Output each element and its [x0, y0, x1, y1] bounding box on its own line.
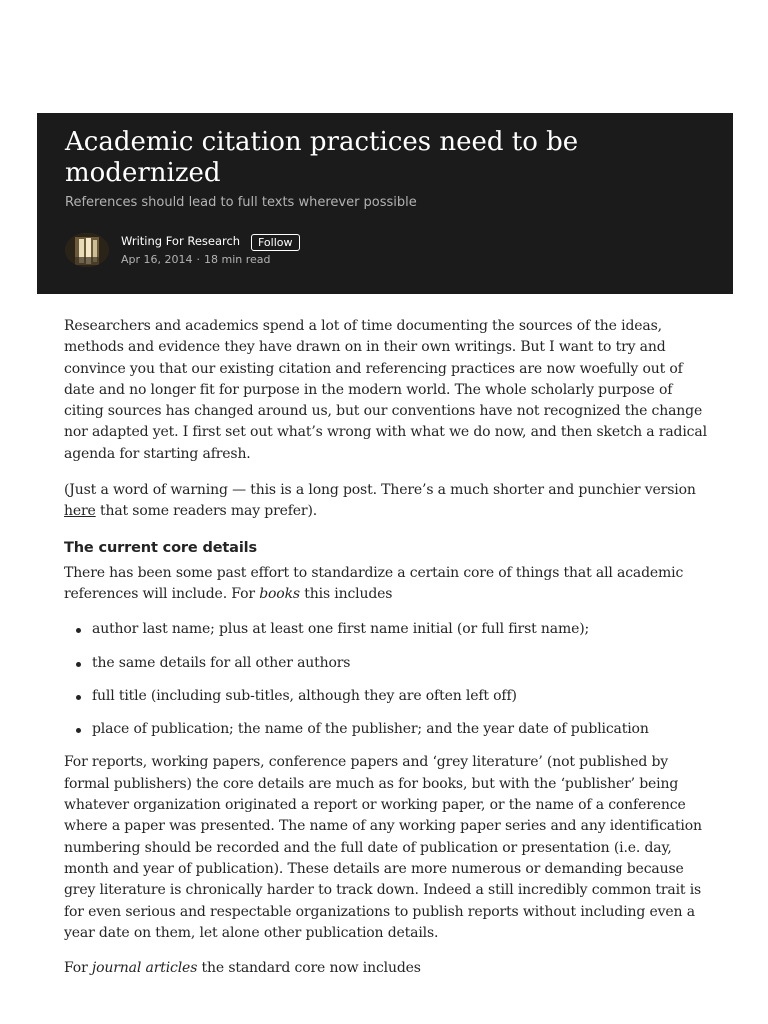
list-item: full title (including sub-titles, although they are often left off) [64, 686, 714, 707]
book-details-list [64, 619, 714, 740]
list-item: author last name; plus at least one first name initial (or full first name); [64, 619, 714, 640]
article-body [64, 316, 714, 979]
article-meta [121, 253, 271, 266]
avatar-image-icon [65, 233, 109, 267]
follow-button[interactable]: Follow [251, 234, 300, 251]
shorter-version-link[interactable]: here [64, 503, 96, 520]
paragraph-text: (Just a word of warning — this is a long post. There’s a much shorter and punchier version [64, 482, 696, 499]
paragraph-text: There has been some past effort to standardize a certain core of things that all academic references will include. For [64, 564, 684, 602]
paragraph-text: that some readers may prefer). [95, 503, 318, 520]
paragraph-text: the standard core now includes [197, 960, 421, 977]
author-avatar[interactable] [65, 233, 109, 267]
list-item: the same details for all other authors [64, 653, 714, 674]
section-heading: The current core details [64, 539, 257, 556]
emphasis-text: books [259, 585, 300, 602]
article-title: Academic citation practices need to be modernized [65, 127, 579, 188]
list-item: place of publication; the name of the publisher; and the year date of publication [64, 719, 714, 740]
paragraph [64, 480, 714, 523]
publish-date: Apr 16, 2014 [121, 253, 193, 266]
emphasis-text: journal articles [91, 960, 198, 977]
author-name[interactable]: Writing For Research [121, 234, 241, 248]
article-header [37, 113, 733, 294]
article-subtitle: References should lead to full texts wherever possible [65, 195, 417, 210]
paragraph-text: For [64, 960, 92, 977]
meta-separator: · [196, 253, 201, 266]
paragraph-text: this includes [299, 585, 393, 602]
read-time: 18 min read [204, 253, 271, 266]
paragraph [64, 563, 714, 606]
paragraph: For reports, working papers, conference papers and ‘grey literature’ (not published by formal publishers) the core details are much as for books, but with the ‘publisher’ being whatever organization originated a report or working paper, or the name of a conference where a paper was presented. The name of any working paper series and any identification numbering should be recorded and the full date of publication or presentation (i.e. day, month and year of publication). These details are more numerous or demanding because grey literature is chronically harder to track down. Indeed a still incredibly common trait is for even serious and respectable organizations to publish reports without including even a year date on them, let alone other publication details. [64, 754, 702, 941]
paragraph: Researchers and academics spend a lot of time documenting the sources of the ideas, methods and evidence they have drawn on in their own writings. But I want to try and convince you that our existing citation and referencing practices are now woefully out of date and no longer fit for purpose in the modern world. The whole scholarly purpose of citing sources has changed around us, but our conventions have not recognized the change nor adapted yet. I first set out what’s wrong with what we do now, and then sketch a radical agenda for starting afresh. [64, 318, 707, 462]
paragraph [64, 958, 714, 979]
